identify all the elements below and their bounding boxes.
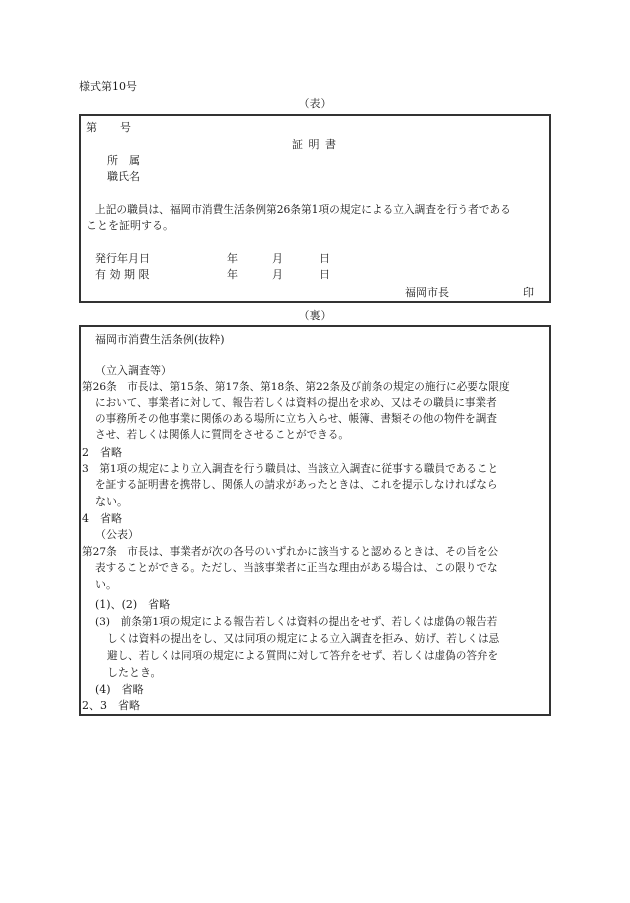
number-dai: 第 xyxy=(86,121,97,134)
article27-line-3: い。 xyxy=(95,578,117,591)
front-label: （表） xyxy=(298,97,332,110)
article26-line-2: において、事業者に対して、報告若しくは資料の提出を求め、又はその職員に事業者 xyxy=(95,397,497,409)
item-4: 4 省略 xyxy=(82,512,122,525)
certificate-title: 証 明 書 xyxy=(292,138,337,151)
issue-day: 日 xyxy=(319,252,330,265)
subitem-3-line-4: したとき。 xyxy=(107,666,162,679)
number-go: 号 xyxy=(120,121,131,134)
item-3-line-1: 3 第1項の規定により立入調査を行う職員は、当該立入調査に従事する職員であること xyxy=(82,463,499,475)
issue-date-label: 発行年月日 xyxy=(95,252,150,265)
statement-line-2: ことを証明する。 xyxy=(86,219,174,232)
subitem-3-line-3: 避し、若しくは同項の規定による質問に対して答弁をせず、若しくは虚偽の答弁を xyxy=(107,650,499,662)
subitem-4: (4) 省略 xyxy=(95,683,144,696)
back-label: （裏） xyxy=(298,309,332,322)
seal-mark: 印 xyxy=(523,286,534,299)
article27-line-2: 表することができる。ただし、当該事業者に正当な理由がある場合は、この限りでな xyxy=(95,562,498,574)
validity-month: 月 xyxy=(272,268,283,281)
subitem-1-2: (1)、(2) 省略 xyxy=(95,598,171,611)
article26-line-4: させ、若しくは関係人に質問をさせることができる。 xyxy=(95,429,349,441)
item-3-line-3: ない。 xyxy=(95,495,128,508)
ordinance-heading: 福岡市消費生活条例(抜粋) xyxy=(95,333,225,346)
statement-line-1: 上記の職員は、福岡市消費生活条例第26条第1項の規定による立入調査を行う者である xyxy=(95,203,511,216)
form-number: 様式第10号 xyxy=(79,80,137,93)
item-2: 2 省略 xyxy=(82,446,122,459)
article26-line-1: 第26条 市長は、第15条、第17条、第18条、第22条及び前条の規定の施行に必要な限度 xyxy=(82,381,510,393)
validity-day: 日 xyxy=(319,268,330,281)
item-3-line-2: を証する証明書を携帯し、関係人の請求があったときは、これを提示しなければなら xyxy=(95,479,498,491)
validity-year: 年 xyxy=(227,268,238,281)
validity-label: 有 効 期 限 xyxy=(95,268,150,281)
issue-year: 年 xyxy=(227,252,238,265)
items-2-3: 2、3 省略 xyxy=(82,699,140,712)
affiliation-label: 所 属 xyxy=(107,154,140,167)
subitem-3-line-2: しくは資料の提出をし、又は同項の規定による立入調査を拒み、妨げ、若しくは忌 xyxy=(107,633,500,645)
article27-line-1: 第27条 市長は、事業者が次の各号のいずれかに該当すると認めるときは、その旨を公 xyxy=(82,546,499,558)
issue-month: 月 xyxy=(272,252,283,265)
issuer-name: 福岡市長 xyxy=(405,286,449,299)
article26-line-3: の事務所その他事業に関係のある場所に立ち入らせ、帳簿、書類その他の物件を調査 xyxy=(95,413,497,425)
caption-publication: （公表） xyxy=(95,528,139,541)
caption-inspection: （立入調査等） xyxy=(95,364,172,377)
subitem-3-line-1: (3) 前条第1項の規定による報告若しくは資料の提出をせず、若しくは虚偽の報告若 xyxy=(95,616,498,628)
name-label: 職氏名 xyxy=(107,170,140,183)
